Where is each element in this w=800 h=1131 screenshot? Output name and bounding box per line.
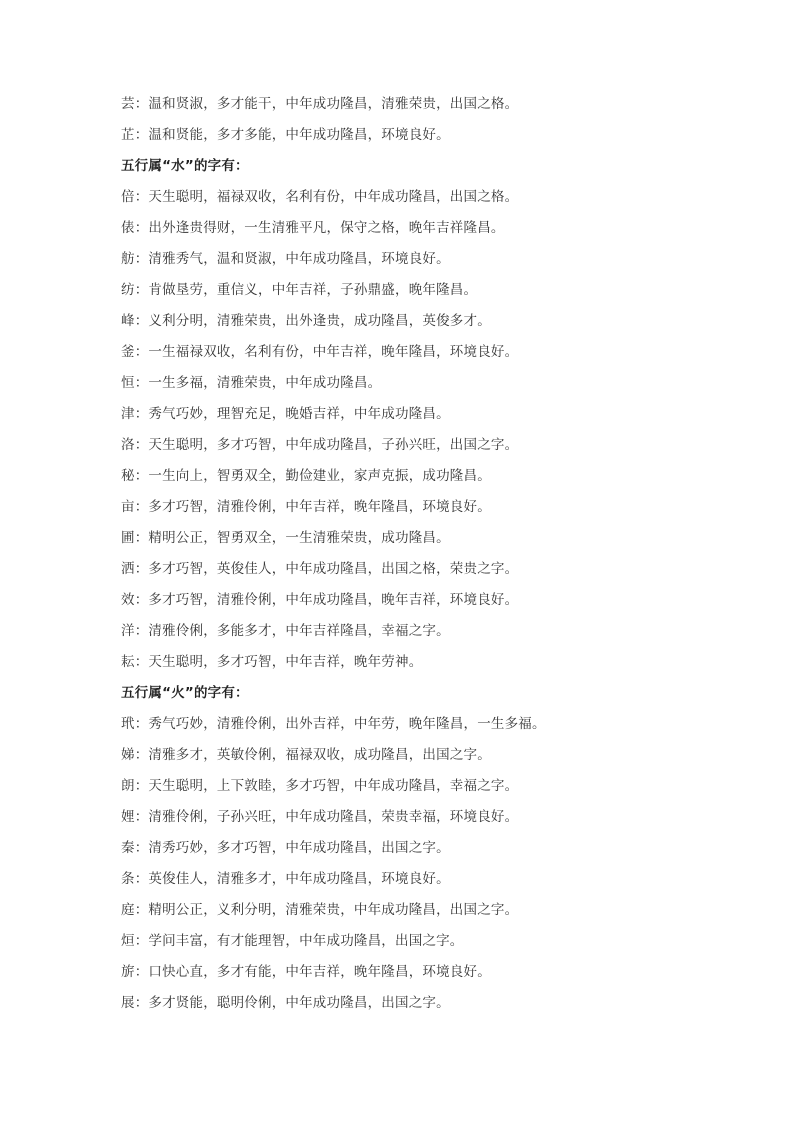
character-entry — [121, 647, 741, 678]
entry-separator: ： — [134, 220, 149, 236]
entry-separator: ： — [134, 592, 149, 608]
entry-separator: ： — [134, 840, 149, 856]
character-entry — [121, 306, 741, 337]
entry-separator: ： — [134, 96, 149, 112]
character-entry — [121, 244, 741, 275]
entry-separator: ： — [134, 468, 149, 484]
entry-character: 娣 — [121, 747, 135, 763]
entry-description: 口快心直，多才有能，中年吉祥，晚年隆昌，环境良好。 — [148, 964, 491, 980]
entry-character: 津 — [121, 406, 135, 422]
entry-separator: ： — [134, 127, 149, 143]
entry-separator: ： — [134, 251, 149, 267]
entry-separator: ： — [134, 623, 149, 639]
entry-separator: ： — [134, 871, 149, 887]
entry-separator: ： — [134, 933, 149, 949]
character-entry — [121, 213, 741, 244]
character-entry — [121, 89, 741, 120]
entry-character: 秘 — [121, 468, 135, 484]
entry-description: 秀气巧妙，理智充足，晚婚吉祥，中年成功隆昌。 — [148, 406, 450, 422]
entry-description: 清雅伶俐，多能多才，中年吉祥隆昌，幸福之字。 — [148, 623, 450, 639]
entry-character: 朗 — [121, 778, 135, 794]
section-heading: 五行属“火”的字有： — [121, 685, 249, 701]
entry-character: 旂 — [121, 964, 135, 980]
entry-separator: ： — [134, 499, 149, 515]
entry-character: 展 — [121, 995, 135, 1011]
character-entry — [121, 771, 741, 802]
entry-character: 峰 — [121, 313, 135, 329]
entry-character: 条 — [121, 871, 135, 887]
character-entry — [121, 461, 741, 492]
entry-character: 娌 — [121, 809, 135, 825]
entry-separator: ： — [134, 964, 149, 980]
entry-character: 效 — [121, 592, 135, 608]
entry-description: 精明公正，义利分明，清雅荣贵，中年成功隆昌，出国之字。 — [148, 902, 519, 918]
entry-separator: ： — [134, 995, 149, 1011]
entry-character: 耘 — [121, 654, 135, 670]
entry-description: 清秀巧妙，多才巧智，中年成功隆昌，出国之字。 — [148, 840, 450, 856]
entry-description: 多才巧智，英俊佳人，中年成功隆昌，出国之格，荣贵之字。 — [148, 561, 519, 577]
entry-separator: ： — [134, 778, 149, 794]
character-entry — [121, 182, 741, 213]
character-entry — [121, 492, 741, 523]
entry-character: 釜 — [121, 344, 135, 360]
section-heading: 五行属“水”的字有： — [121, 158, 249, 174]
character-entry — [121, 523, 741, 554]
character-entry — [121, 802, 741, 833]
entry-character: 洒 — [121, 561, 135, 577]
entry-description: 清雅多才，英敏伶俐，福禄双收，成功隆昌，出国之字。 — [148, 747, 491, 763]
entry-character: 俵 — [121, 220, 135, 236]
entry-character: 庭 — [121, 902, 135, 918]
entry-character: 洋 — [121, 623, 135, 639]
character-entry — [121, 430, 741, 461]
entry-description: 一生福禄双收，名利有份，中年吉祥，晚年隆昌，环境良好。 — [148, 344, 519, 360]
character-entry — [121, 957, 741, 988]
entry-character: 亩 — [121, 499, 135, 515]
entry-description: 清雅伶俐，子孙兴旺，中年成功隆昌，荣贵幸福，环境良好。 — [148, 809, 519, 825]
entry-description: 精明公正，智勇双全，一生清雅荣贵，成功隆昌。 — [148, 530, 450, 546]
entry-character: 圃 — [121, 530, 135, 546]
character-entry — [121, 616, 741, 647]
entry-character: 纺 — [121, 282, 135, 298]
entry-description: 一生多福，清雅荣贵，中年成功隆昌。 — [148, 375, 382, 391]
character-entry — [121, 988, 741, 1019]
entry-description: 学问丰富，有才能理智，中年成功隆昌，出国之字。 — [148, 933, 464, 949]
entry-separator: ： — [134, 282, 149, 298]
character-entry — [121, 554, 741, 585]
character-entry — [121, 833, 741, 864]
entry-separator: ： — [134, 561, 149, 577]
character-entry — [121, 120, 741, 151]
entry-character: 恒 — [121, 375, 135, 391]
entry-character: 烜 — [121, 933, 135, 949]
entry-separator: ： — [134, 189, 149, 205]
entry-description: 天生聪明，多才巧智，中年吉祥，晚年劳神。 — [148, 654, 423, 670]
entry-separator: ： — [134, 809, 149, 825]
entry-description: 一生向上，智勇双全，勤俭建业，家声克振，成功隆昌。 — [148, 468, 491, 484]
character-entry — [121, 399, 741, 430]
entry-description: 温和贤能，多才多能，中年成功隆昌，环境良好。 — [148, 127, 450, 143]
entry-character: 芸 — [121, 96, 135, 112]
character-entry — [121, 337, 741, 368]
entry-description: 天生聪明，多才巧智，中年成功隆昌，子孙兴旺，出国之字。 — [148, 437, 519, 453]
entry-description: 天生聪明，上下敦睦，多才巧智，中年成功隆昌，幸福之字。 — [148, 778, 519, 794]
entry-description: 多才巧智，清雅伶俐，中年成功隆昌，晚年吉祥，环境良好。 — [148, 592, 519, 608]
character-entry — [121, 740, 741, 771]
character-entry — [121, 585, 741, 616]
entry-character: 倍 — [121, 189, 135, 205]
entry-separator: ： — [134, 654, 149, 670]
entry-description: 出外逢贵得财，一生清雅平凡，保守之格，晚年吉祥隆昌。 — [148, 220, 505, 236]
character-entry — [121, 709, 741, 740]
entry-description: 多才贤能，聪明伶俐，中年成功隆昌，出国之字。 — [148, 995, 450, 1011]
entry-separator: ： — [134, 313, 149, 329]
entry-character: 舫 — [121, 251, 135, 267]
entry-description: 温和贤淑，多才能干，中年成功隆昌，清雅荣贵，出国之格。 — [148, 96, 519, 112]
entry-description: 秀气巧妙，清雅伶俐，出外吉祥，中年劳，晚年隆昌，一生多福。 — [148, 716, 546, 732]
entry-description: 清雅秀气，温和贤淑，中年成功隆昌，环境良好。 — [148, 251, 450, 267]
entry-separator: ： — [134, 437, 149, 453]
entry-separator: ： — [134, 747, 149, 763]
entry-description: 天生聪明，福禄双收，名利有份，中年成功隆昌，出国之格。 — [148, 189, 519, 205]
character-entry — [121, 895, 741, 926]
character-entry — [121, 275, 741, 306]
character-entry — [121, 368, 741, 399]
entry-separator: ： — [134, 375, 149, 391]
entry-description: 英俊佳人，清雅多才，中年成功隆昌，环境良好。 — [148, 871, 450, 887]
entry-description: 义利分明，清雅荣贵，出外逢贵，成功隆昌，英俊多才。 — [148, 313, 491, 329]
entry-separator: ： — [134, 902, 149, 918]
document-body — [121, 89, 741, 1019]
entry-separator: ： — [134, 344, 149, 360]
entry-character: 秦 — [121, 840, 135, 856]
entry-description: 肯做垦劳，重信义，中年吉祥，子孙鼎盛，晚年隆昌。 — [148, 282, 478, 298]
entry-separator: ： — [134, 406, 149, 422]
entry-character: 玳 — [121, 716, 135, 732]
entry-character: 洛 — [121, 437, 135, 453]
entry-description: 多才巧智，清雅伶俐，中年吉祥，晚年隆昌，环境良好。 — [148, 499, 491, 515]
entry-separator: ： — [134, 530, 149, 546]
entry-character: 芷 — [121, 127, 135, 143]
character-entry — [121, 864, 741, 895]
entry-separator: ： — [134, 716, 149, 732]
character-entry — [121, 926, 741, 957]
